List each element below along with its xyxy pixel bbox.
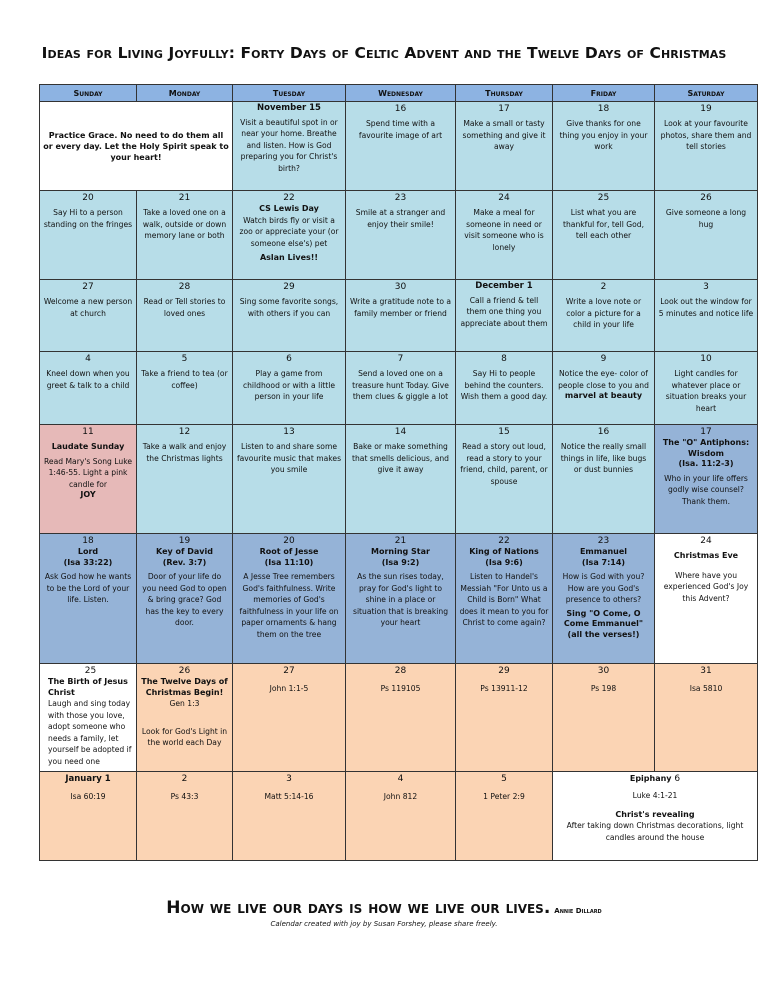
day-cell: 28 Ps 119105: [346, 664, 456, 772]
day-cell: November 15 Visit a beautiful spot in or near your home. Breathe and listen. How is God preparing you for Christ's birth?: [233, 102, 346, 191]
day-cell: January 1 Isa 60:19: [40, 772, 137, 861]
day-cell: 30 Write a gratitude note to a family member or friend: [346, 280, 456, 352]
day-cell-epiphany: Epiphany 6 Luke 4:1-21 Christ's revealing After taking down Christmas decorations, light candles around the house: [553, 772, 758, 861]
day-cell: 13 Listen to and share some favourite music that makes you smile: [233, 425, 346, 534]
day-cell: 17 Make a small or tasty something and give it away: [456, 102, 553, 191]
intro-note: Practice Grace. No need to do them all or every day. Let the Holy Spirit speak to your heart!: [40, 102, 233, 191]
day-cell: 26 Give someone a long hug: [655, 191, 758, 280]
day-cell: 27 John 1:1-5: [233, 664, 346, 772]
day-cell: 31 Isa 5810: [655, 664, 758, 772]
day-cell: 10 Light candles for whatever place or situation breaks your heart: [655, 352, 758, 425]
credit-line: Calendar created with joy by Susan Forshey, please share freely.: [270, 920, 498, 928]
day-cell: 12 Take a walk and enjoy the Christmas lights: [137, 425, 233, 534]
day-cell: 27 Welcome a new person at church: [40, 280, 137, 352]
weekday-tuesday: Tuesday: [233, 85, 346, 102]
day-cell: 3 Matt 5:14-16: [233, 772, 346, 861]
day-cell-christmas: 25 The Birth of Jesus Christ Laugh and sing today with those you love, adopt someone who needs a family, let yourself be adopted if you need one: [40, 664, 137, 772]
day-cell: 3 Look out the window for 5 minutes and notice life: [655, 280, 758, 352]
day-cell-laudate-sunday: 11 Laudate Sunday Read Mary's Song Luke 1:46-55. Light a pink candle for JOY: [40, 425, 137, 534]
day-cell: 8 Say Hi to people behind the counters. Wish them a good day.: [456, 352, 553, 425]
day-cell: 20 Say Hi to a person standing on the fringes: [40, 191, 137, 280]
day-cell-o-antiphon: 21 Morning Star (Isa 9:2) As the sun rises today, pray for God's light to shine in a place or situation that is breaking your heart: [346, 534, 456, 664]
day-cell: 5 Take a friend to tea (or coffee): [137, 352, 233, 425]
day-cell: 4 Kneel down when you greet & talk to a child: [40, 352, 137, 425]
day-cell: 4 John 812: [346, 772, 456, 861]
day-cell: 5 1 Peter 2:9: [456, 772, 553, 861]
day-cell: 29 Ps 13911-12: [456, 664, 553, 772]
weekday-thursday: Thursday: [456, 85, 553, 102]
day-cell: 2 Ps 43:3: [137, 772, 233, 861]
day-cell: 22 CS Lewis Day Watch birds fly or visit a zoo or appreciate your (or someone else's) pet Aslan Lives!!: [233, 191, 346, 280]
day-cell: 15 Read a story out loud, read a story to your friend, child, parent, or spouse: [456, 425, 553, 534]
weekday-saturday: Saturday: [655, 85, 758, 102]
day-cell-o-antiphon: 20 Root of Jesse (Isa 11:10) A Jesse Tree remembers God's faithfulness. Write memories of God's faithfulness in your life on paper ornaments & hang them on the tree: [233, 534, 346, 664]
weekday-sunday: Sunday: [40, 85, 137, 102]
day-cell-o-antiphon: 18 Lord (Isa 33:22) Ask God how he wants to be the Lord of your life. Listen.: [40, 534, 137, 664]
day-cell: 28 Read or Tell stories to loved ones: [137, 280, 233, 352]
day-cell: 25 List what you are thankful for, tell God, tell each other: [553, 191, 655, 280]
day-cell-o-antiphon: 17 The "O" Antiphons: Wisdom (Isa. 11:2-3) Who in your life offers godly wise counsel? Thank them.: [655, 425, 758, 534]
weekday-header-row: [40, 85, 758, 102]
day-cell: 16 Notice the really small things in life, like bugs or dust bunnies: [553, 425, 655, 534]
weekday-friday: Friday: [553, 85, 655, 102]
day-cell: 7 Send a loved one on a treasure hunt Today. Give them clues & giggle a lot: [346, 352, 456, 425]
day-cell: 23 Smile at a stranger and enjoy their smile!: [346, 191, 456, 280]
calendar-grid: [39, 84, 758, 861]
day-cell: 9 Notice the eye- color of people close to you and marvel at beauty: [553, 352, 655, 425]
day-cell: 30 Ps 198: [553, 664, 655, 772]
day-cell-o-antiphon: 19 Key of David (Rev. 3:7) Door of your life do you need God to open & bring grace? God has the key to every door.: [137, 534, 233, 664]
day-cell: 14 Bake or make something that smells delicious, and give it away: [346, 425, 456, 534]
day-cell-o-antiphon: 23 Emmanuel (Isa 7:14) How is God with you? How are you God's presence to others? Sing "O Come, O Come Emmanuel" (all the verses!): [553, 534, 655, 664]
weekday-monday: Monday: [137, 85, 233, 102]
day-cell: 18 Give thanks for one thing you enjoy in your work: [553, 102, 655, 191]
day-cell: 19 Look at your favourite photos, share them and tell stories: [655, 102, 758, 191]
day-cell: 16 Spend time with a favourite image of art: [346, 102, 456, 191]
day-cell-o-antiphon: 22 King of Nations (Isa 9:6) Listen to Handel's Messiah "For Unto us a Child is Born" What does it mean to you for Christ to come again?: [456, 534, 553, 664]
weekday-wednesday: Wednesday: [346, 85, 456, 102]
day-cell: 6 Play a game from childhood or with a little person in your life: [233, 352, 346, 425]
day-cell: 2 Write a love note or color a picture for a child in your life: [553, 280, 655, 352]
day-cell: 21 Take a loved one on a walk, outside or down memory lane or both: [137, 191, 233, 280]
quote-author: Annie Dillard: [554, 907, 602, 915]
closing-quote: How we live our days is how we live our lives. Annie Dillard: [166, 898, 602, 918]
day-cell: 29 Sing some favorite songs, with others if you can: [233, 280, 346, 352]
day-cell-christmas-eve: 24 Christmas Eve Where have you experienced God's Joy this Advent?: [655, 534, 758, 664]
day-cell: 26 The Twelve Days of Christmas Begin! Gen 1:3 Look for God's Light in the world each Day: [137, 664, 233, 772]
page-title: Ideas for Living Joyfully: Forty Days of Celtic Advent and the Twelve Days of Christmas: [41, 44, 727, 62]
day-cell: December 1 Call a friend & tell them one thing you appreciate about them: [456, 280, 553, 352]
day-cell: 24 Make a meal for someone in need or visit someone who is lonely: [456, 191, 553, 280]
